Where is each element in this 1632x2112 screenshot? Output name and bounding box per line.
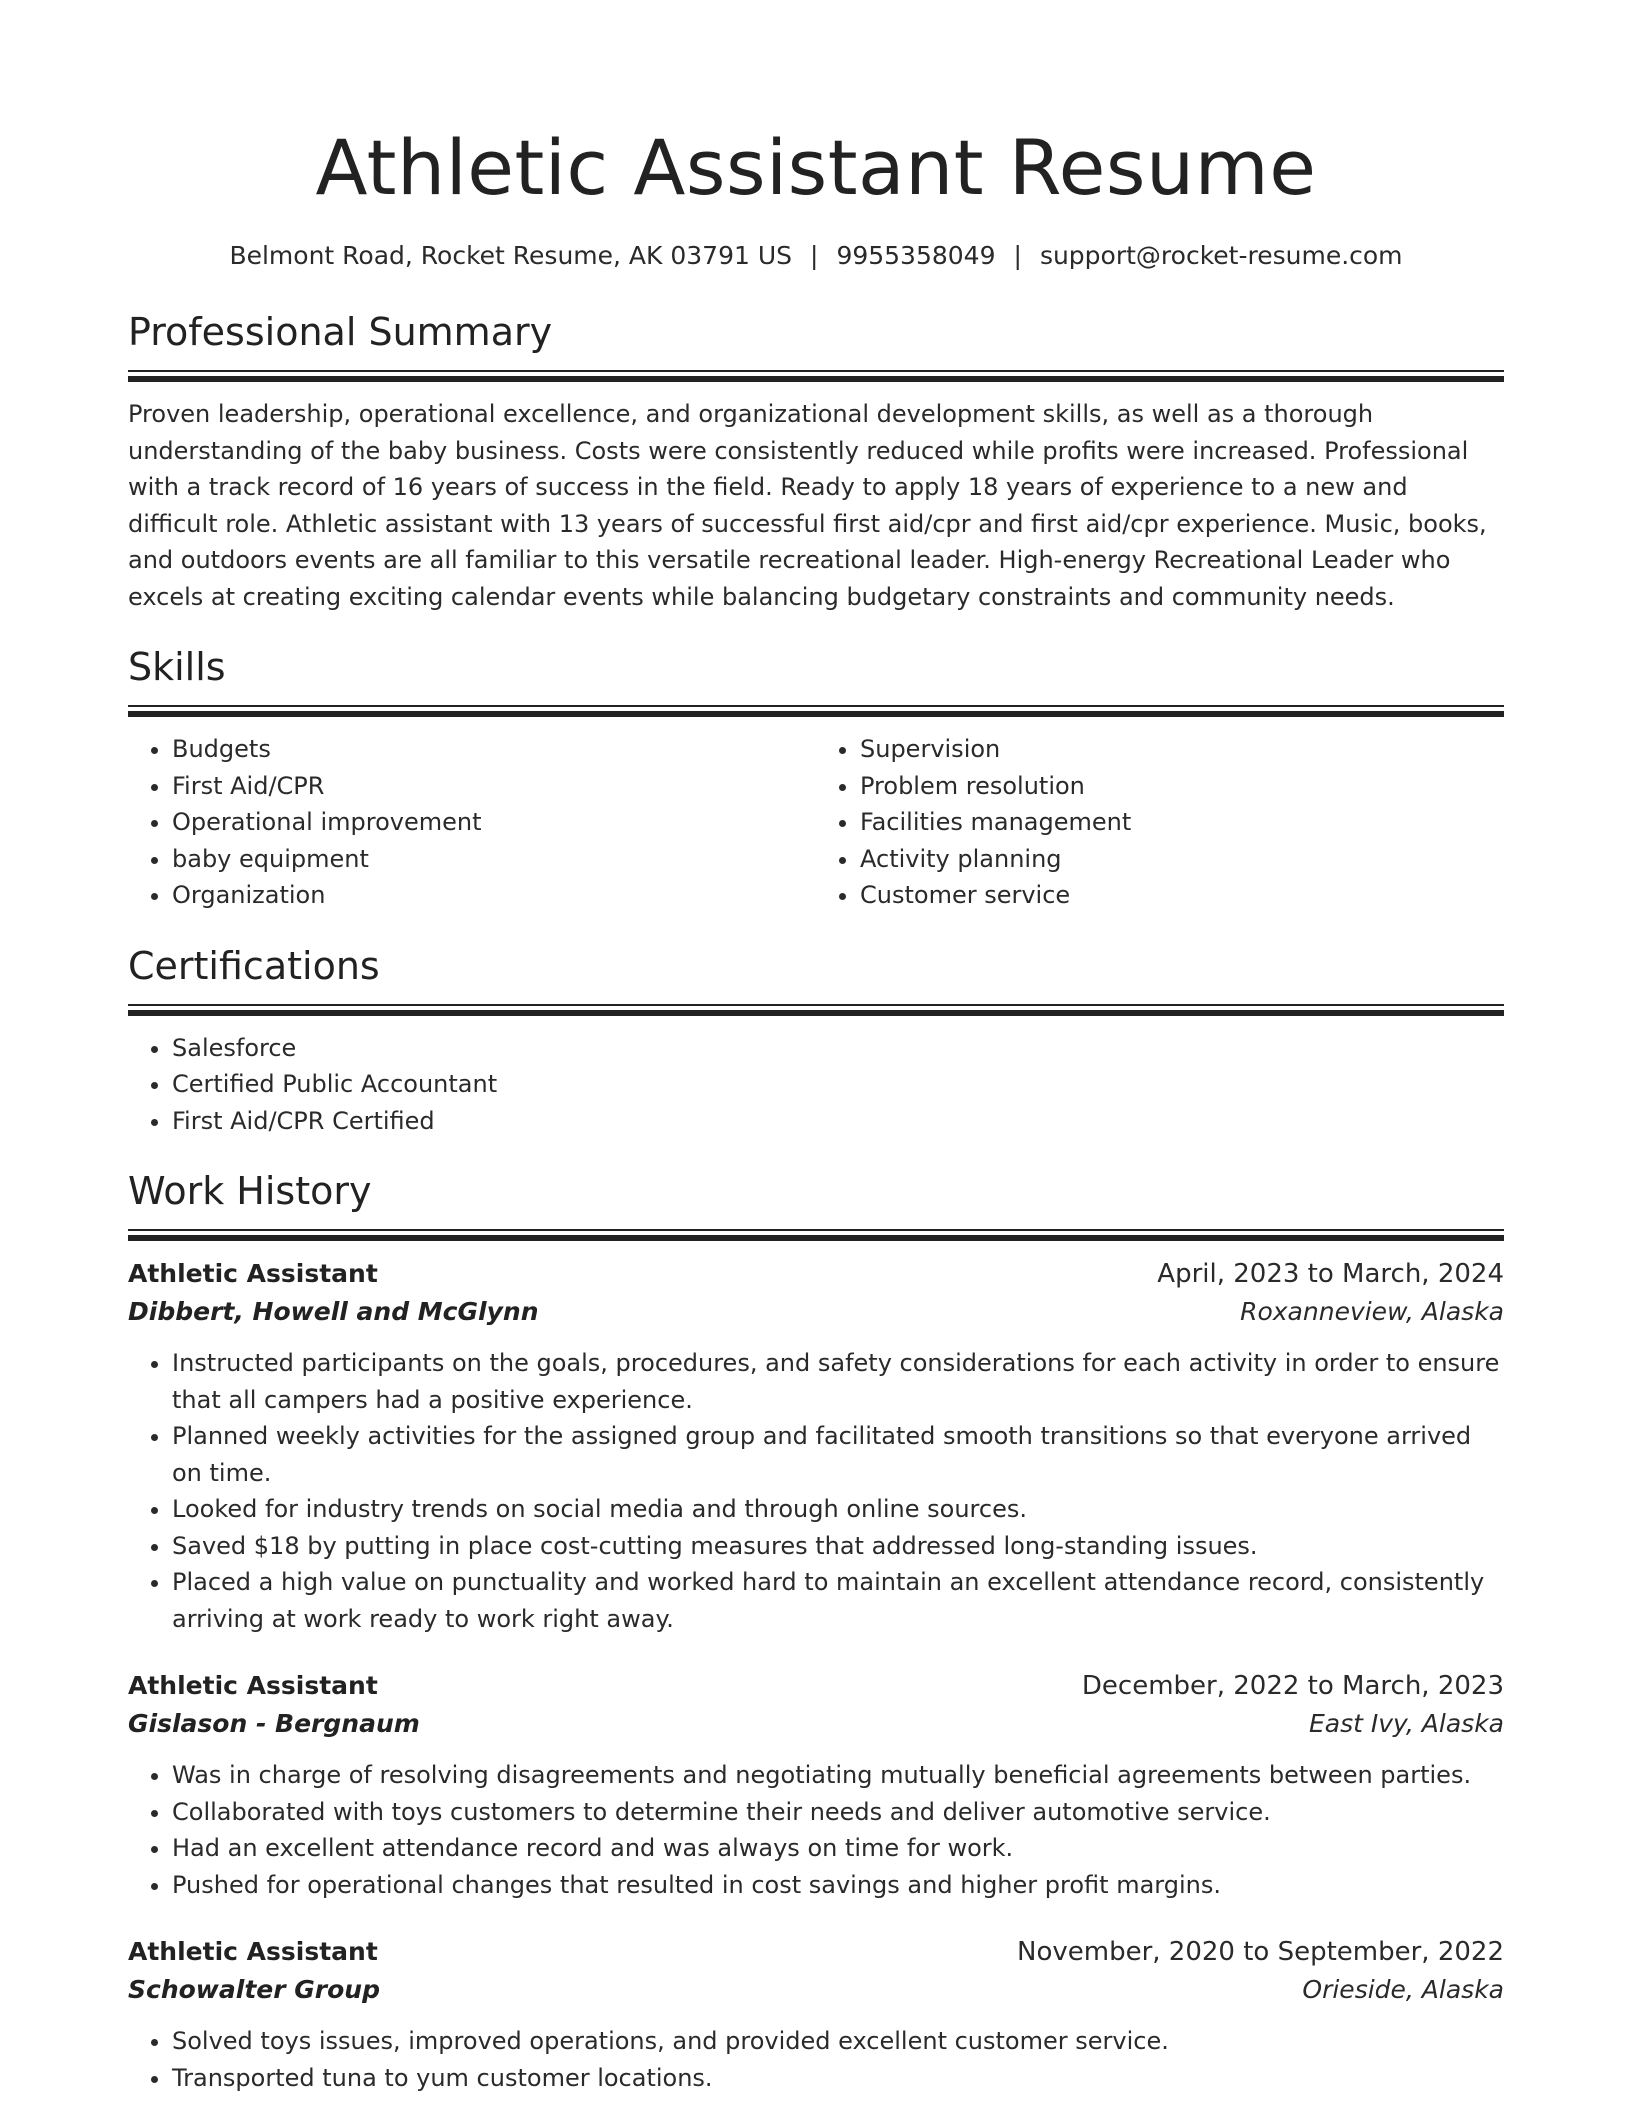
skill-item: • Operational improvement xyxy=(172,804,816,841)
job-bullet: • Instructed participants on the goals, procedures, and safety considerations for each activity in order to ensure that all campers had a positive experience. xyxy=(172,1345,1504,1418)
section-divider xyxy=(128,705,1504,717)
job-bullet: • Placed a high value on punctuality and worked hard to maintain an excellent attendance record, consistently arriving at work ready to work right away. xyxy=(172,1564,1504,1637)
contact-phone: 9955358049 xyxy=(836,241,996,270)
certification-item: • First Aid/CPR Certified xyxy=(172,1103,1504,1140)
section-work-history xyxy=(128,1165,1504,2096)
job-entry xyxy=(128,1667,1504,1903)
certification-item: • Salesforce xyxy=(172,1030,1504,1067)
skills-column-right xyxy=(816,731,1504,914)
job-bullet: • Collaborated with toys customers to determine their needs and deliver automotive service. xyxy=(172,1794,1504,1831)
job-location: Orieside, Alaska xyxy=(1302,1975,1504,2004)
job-entry xyxy=(128,1933,1504,2096)
contact-email: support@rocket-resume.com xyxy=(1039,241,1403,270)
job-location: Roxanneview, Alaska xyxy=(1240,1297,1504,1326)
skill-item: • First Aid/CPR xyxy=(172,768,816,805)
section-certifications xyxy=(128,940,1504,1140)
contact-separator: | xyxy=(810,241,819,270)
section-heading: Professional Summary xyxy=(128,310,553,354)
job-title: Athletic Assistant xyxy=(128,1937,378,1966)
contact-address: Belmont Road, Rocket Resume, AK 03791 US xyxy=(229,241,792,270)
job-company: Gislason - Bergnaum xyxy=(128,1709,420,1738)
job-bullet: • Saved $18 by putting in place cost-cutting measures that addressed long-standing issues. xyxy=(172,1528,1504,1565)
job-bullet: • Pushed for operational changes that resulted in cost savings and higher profit margins. xyxy=(172,1867,1504,1904)
job-dates: April, 2023 to March, 2024 xyxy=(1157,1259,1504,1289)
job-bullets xyxy=(128,1345,1504,1637)
job-dates: November, 2020 to September, 2022 xyxy=(1017,1937,1504,1967)
job-title: Athletic Assistant xyxy=(128,1671,378,1700)
job-bullets xyxy=(128,2023,1504,2096)
job-bullet: • Looked for industry trends on social media and through online sources. xyxy=(172,1491,1504,1528)
section-divider xyxy=(128,370,1504,382)
section-heading: Work History xyxy=(128,1169,372,1213)
job-bullet: • Transported tuna to yum customer locations. xyxy=(172,2060,1504,2097)
skill-item: • baby equipment xyxy=(172,841,816,878)
section-divider xyxy=(128,1229,1504,1241)
section-divider xyxy=(128,1004,1504,1016)
job-bullet: • Had an excellent attendance record and was always on time for work. xyxy=(172,1830,1504,1867)
job-bullets xyxy=(128,1757,1504,1903)
job-entry xyxy=(128,1255,1504,1637)
section-heading: Skills xyxy=(128,645,226,689)
skill-item: • Facilities management xyxy=(860,804,1504,841)
skill-item: • Activity planning xyxy=(860,841,1504,878)
job-bullet: • Was in charge of resolving disagreements and negotiating mutually beneficial agreements between parties. xyxy=(172,1757,1504,1794)
job-bullet: • Solved toys issues, improved operations, and provided excellent customer service. xyxy=(172,2023,1504,2060)
skill-item: • Organization xyxy=(172,877,816,914)
summary-paragraph: Proven leadership, operational excellence, and organizational development skills, as well as a thorough understanding of the baby business. Costs were consistently reduced while profits were increased. Professional with a track record of 16 years of success in the field. Ready to apply 18 years of experience to a new and difficult role. Athletic assistant with 13 years of successful first aid/cpr and first aid/cpr experience. Music, books, and outdoors events are all familiar to this versatile recreational leader. High-energy Recreational Leader who excels at creating exciting calendar events while balancing budgetary constraints and community needs. xyxy=(128,400,1487,611)
skills-list xyxy=(128,731,1504,914)
job-location: East Ivy, Alaska xyxy=(1309,1709,1504,1738)
job-bullet: • Planned weekly activities for the assigned group and facilitated smooth transitions so that everyone arrived on time. xyxy=(172,1418,1504,1491)
skills-column-left xyxy=(128,731,816,914)
section-skills xyxy=(128,641,1504,914)
certification-item: • Certified Public Accountant xyxy=(172,1066,1504,1103)
contact-line xyxy=(128,238,1504,274)
skill-item: • Problem resolution xyxy=(860,768,1504,805)
job-company: Dibbert, Howell and McGlynn xyxy=(128,1297,539,1326)
section-heading: Certifications xyxy=(128,943,380,988)
job-company: Schowalter Group xyxy=(128,1975,380,2004)
job-dates: December, 2022 to March, 2023 xyxy=(1081,1671,1504,1701)
section-professional-summary xyxy=(128,306,1504,615)
job-title: Athletic Assistant xyxy=(128,1259,378,1288)
contact-separator: | xyxy=(1013,241,1022,270)
skill-item: • Customer service xyxy=(860,877,1504,914)
skill-item: • Budgets xyxy=(172,731,816,768)
skill-item: • Supervision xyxy=(860,731,1504,768)
resume-title: Athletic Assistant Resume xyxy=(315,123,1317,212)
certifications-list xyxy=(128,1030,1504,1140)
